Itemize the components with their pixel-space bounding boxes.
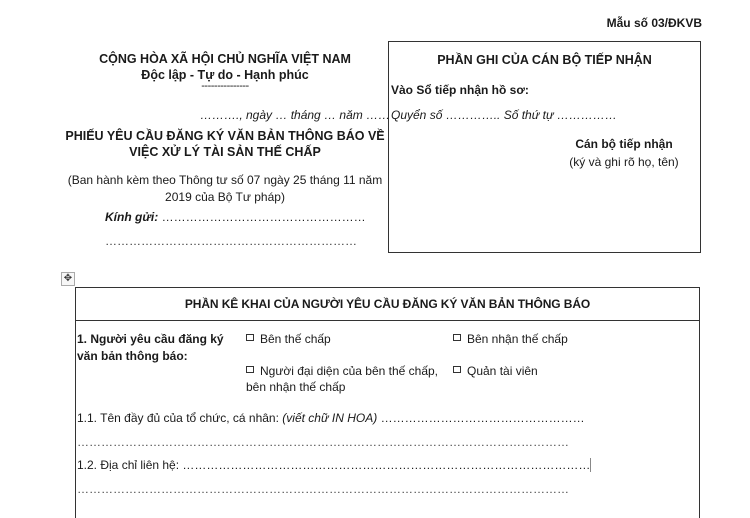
- date-line[interactable]: ………., ngày … tháng … năm ……: [200, 108, 391, 122]
- option-administrator[interactable]: [453, 363, 538, 379]
- option-label: Người đại diện của bên thế chấp, bên nhận thế chấp: [246, 364, 439, 394]
- table-move-handle-icon[interactable]: ✥: [61, 272, 75, 286]
- option-mortgagee[interactable]: [453, 331, 568, 347]
- checkbox-icon[interactable]: [453, 334, 461, 341]
- recipient-label: Kính gửi:: [105, 210, 159, 224]
- recipient-field[interactable]: [105, 210, 366, 224]
- nation-heading: CỘNG HÒA XÃ HỘI CHỦ NGHĨA VIỆT NAM: [99, 52, 351, 66]
- option-label: Bên thế chấp: [260, 332, 331, 346]
- option-mortgagor[interactable]: [246, 331, 331, 347]
- declaration-header: PHẦN KÊ KHAI CỦA NGƯỜI YÊU CẦU ĐĂNG KÝ VĂN BẢN THÔNG BÁO: [76, 288, 699, 321]
- document-title: PHIẾU YÊU CẦU ĐĂNG KÝ VĂN BẢN THÔNG BÁO VỀ VIỆC XỬ LÝ TÀI SẢN THẾ CHẤP: [65, 129, 385, 159]
- checkbox-icon[interactable]: [453, 366, 461, 373]
- motto: Độc lập - Tự do - Hạnh phúc: [141, 68, 309, 82]
- requester-label: 1. Người yêu cầu đăng ký văn bản thông báo:: [77, 332, 224, 363]
- receiver-box-title: PHẦN GHI CỦA CÁN BỘ TIẾP NHẬN: [437, 53, 652, 67]
- book-number-line[interactable]: Quyển số ………….. Số thứ tự ……………: [391, 108, 617, 122]
- field-address-dots[interactable]: …………………………………………………………………………………………: [182, 458, 591, 472]
- recipient-dots-line2[interactable]: ………………………………………………………: [105, 234, 357, 248]
- text-cursor: [590, 458, 591, 472]
- declaration-table: [75, 287, 700, 518]
- field-full-name-label: 1.1. Tên đầy đủ của tổ chức, cá nhân:: [77, 411, 283, 425]
- option-label: Quản tài viên: [467, 364, 538, 378]
- signer-label: Cán bộ tiếp nhận: [575, 137, 673, 151]
- field-address-label: 1.2. Địa chỉ liên hệ:: [77, 458, 183, 472]
- signer-note: (ký và ghi rõ họ, tên): [569, 155, 679, 169]
- field-address-line2[interactable]: ……………………………………………………………………………………………………………: [77, 482, 569, 496]
- field-full-name-hint: (viết chữ IN HOA): [282, 411, 378, 425]
- issued-note: (Ban hành kèm theo Thông tư số 07 ngày 25 tháng 11 năm 2019 của Bộ Tư pháp): [67, 173, 383, 204]
- separator: ---------------: [201, 80, 249, 92]
- recipient-dots[interactable]: ……………………………………………: [158, 210, 366, 224]
- checkbox-icon[interactable]: [246, 334, 254, 341]
- field-full-name[interactable]: [77, 411, 585, 425]
- field-full-name-line2[interactable]: ……………………………………………………………………………………………………………: [77, 435, 569, 449]
- checkbox-icon[interactable]: [246, 366, 254, 373]
- log-label: Vào Sổ tiếp nhận hồ sơ:: [391, 83, 529, 97]
- receiver-box: [388, 41, 701, 253]
- field-full-name-dots[interactable]: ……………………………………………: [377, 411, 585, 425]
- option-representative[interactable]: [246, 363, 446, 395]
- form-code: Mẫu số 03/ĐKVB: [606, 16, 702, 30]
- option-label: Bên nhận thế chấp: [467, 332, 568, 346]
- field-address[interactable]: [77, 458, 591, 472]
